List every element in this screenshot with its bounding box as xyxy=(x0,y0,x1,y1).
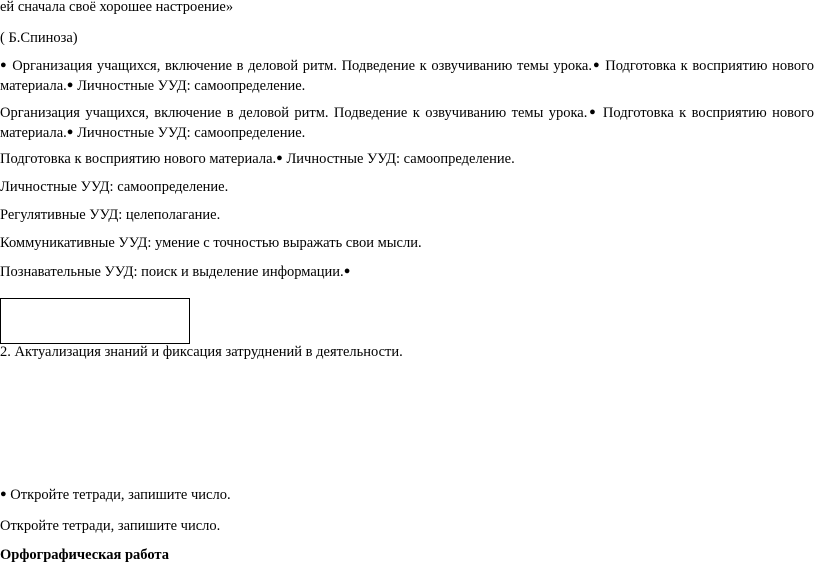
bullet-icon: ● xyxy=(591,59,601,71)
paragraph-1 xyxy=(0,57,814,97)
task-1 xyxy=(0,486,231,506)
paragraph-5: Регулятивные УУД: целеполагание. xyxy=(0,207,221,223)
empty-frame xyxy=(0,298,190,344)
paragraph-7 xyxy=(0,263,350,283)
paragraph-2-text-a: Организация учащихся, включение в деловой ритм. Подведение к озвучиванию темы урока. xyxy=(0,105,588,121)
bullet-icon: ● xyxy=(343,265,351,277)
paragraph-1-text-c: Личностные УУД: самоопределение. xyxy=(73,78,306,94)
quote-line: ей сначала своё хорошее настроение» xyxy=(0,0,234,15)
bullet-icon: ● xyxy=(276,152,283,164)
heading-orthographic-work: Орфографическая работа xyxy=(0,547,169,563)
paragraph-7-text: Познавательные УУД: поиск и выделение информации. xyxy=(0,264,344,280)
quote-author: ( Б.Спиноза) xyxy=(0,30,78,46)
bullet-icon: ● xyxy=(66,79,74,91)
paragraph-3 xyxy=(0,150,515,170)
paragraph-2-text-b: Подготовка к восприятию нового материала. xyxy=(0,105,814,141)
bullet-icon: ● xyxy=(587,106,598,118)
paragraph-6: Коммуникативные УУД: умение с точностью выражать свои мысли. xyxy=(0,235,422,251)
task-2: Откройте тетради, запишите число. xyxy=(0,518,221,534)
section-2-heading: 2. Актуализация знаний и фиксация затруднений в деятельности. xyxy=(0,344,403,360)
paragraph-2 xyxy=(0,104,814,144)
bullet-icon: ● xyxy=(0,488,7,500)
bullet-icon: ● xyxy=(66,126,74,138)
paragraph-4: Личностные УУД: самоопределение. xyxy=(0,179,229,195)
paragraph-1-text-b: Подготовка к восприятию нового материала. xyxy=(0,58,814,94)
bullet-icon: ● xyxy=(0,59,8,71)
paragraph-2-text-c: Личностные УУД: самоопределение. xyxy=(73,125,306,141)
task-1-text: Откройте тетради, запишите число. xyxy=(6,487,231,503)
paragraph-1-text-a: Организация учащихся, включение в деловой ритм. Подведение к озвучиванию темы урока. xyxy=(7,58,592,74)
paragraph-3-text-b: Личностные УУД: самоопределение. xyxy=(282,151,515,167)
paragraph-3-text-a: Подготовка к восприятию нового материала. xyxy=(0,151,277,167)
